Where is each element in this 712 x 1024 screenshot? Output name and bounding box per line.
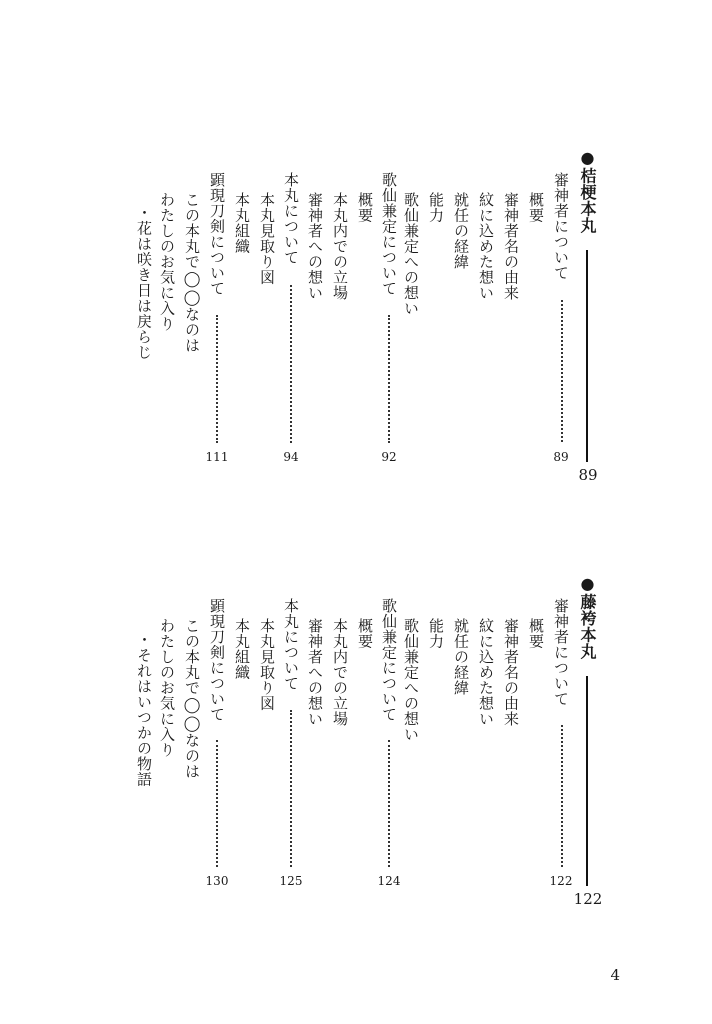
toc-entry[interactable]: 概要: [356, 192, 374, 223]
toc-page-number: 111: [205, 450, 229, 464]
section-rule: [586, 250, 588, 462]
section-page-number: 89: [578, 466, 598, 484]
section-page-number: 122: [573, 890, 603, 908]
toc-entry[interactable]: 歌仙兼定への想い: [402, 192, 420, 316]
toc-entry[interactable]: 紋に込めた想い: [477, 618, 495, 727]
toc-entry[interactable]: 紋に込めた想い: [477, 192, 495, 301]
toc-entry[interactable]: 能力: [427, 618, 445, 649]
toc-entry[interactable]: 就任の経緯: [452, 618, 470, 696]
toc-entry[interactable]: ・花は咲き日は戻らじ: [135, 205, 153, 360]
dot-leader: [561, 300, 563, 442]
toc-entry[interactable]: 顕現刀剣について: [208, 598, 226, 722]
toc-entry[interactable]: 本丸見取り図: [258, 618, 276, 711]
toc-entry[interactable]: 能力: [427, 192, 445, 223]
toc-page-number: 130: [205, 874, 229, 888]
toc-page-number: 125: [279, 874, 303, 888]
toc-entry[interactable]: 概要: [356, 618, 374, 649]
toc-entry[interactable]: わたしのお気に入り: [158, 192, 176, 332]
dot-leader: [290, 285, 292, 443]
dot-leader: [561, 725, 563, 867]
toc-entry[interactable]: 審神者への想い: [306, 192, 324, 301]
section-rule: [586, 676, 588, 886]
toc-entry[interactable]: 歌仙兼定について: [380, 598, 398, 722]
section-title: ●桔梗本丸: [578, 148, 597, 234]
toc-page-number: 94: [283, 450, 299, 464]
toc-page-number: 122: [549, 874, 573, 888]
toc-entry[interactable]: 概要: [527, 192, 545, 223]
dot-leader: [216, 315, 218, 443]
dot-leader: [388, 740, 390, 867]
toc-page-number: 89: [553, 450, 569, 464]
toc-entry[interactable]: 審神者への想い: [306, 618, 324, 727]
toc-entry[interactable]: この本丸で◯◯なのは: [183, 192, 201, 353]
dot-leader: [290, 710, 292, 867]
toc-page-number: 124: [377, 874, 401, 888]
toc-entry[interactable]: わたしのお気に入り: [158, 618, 176, 758]
toc-entry[interactable]: 審神者について: [552, 598, 570, 707]
toc-entry[interactable]: 顕現刀剣について: [208, 172, 226, 296]
toc-entry[interactable]: 本丸組織: [233, 192, 251, 254]
toc-entry[interactable]: ・それはいつかの物語: [135, 632, 153, 787]
dot-leader: [216, 740, 218, 867]
toc-entry[interactable]: 概要: [527, 618, 545, 649]
toc-entry[interactable]: 審神者について: [552, 172, 570, 281]
page-number: 4: [610, 966, 620, 984]
toc-entry[interactable]: 本丸内での立場: [331, 618, 349, 727]
toc-entry[interactable]: 本丸組織: [233, 618, 251, 680]
section-title: ●藤袴本丸: [578, 574, 597, 660]
toc-entry[interactable]: 就任の経緯: [452, 192, 470, 270]
toc-entry[interactable]: 審神者名の由来: [502, 618, 520, 727]
dot-leader: [388, 315, 390, 443]
toc-page-number: 92: [381, 450, 397, 464]
toc-entry[interactable]: 審神者名の由来: [502, 192, 520, 301]
toc-entry[interactable]: 本丸について: [282, 598, 300, 691]
toc-entry[interactable]: この本丸で◯◯なのは: [183, 618, 201, 779]
toc-entry[interactable]: 歌仙兼定への想い: [402, 618, 420, 742]
toc-entry[interactable]: 本丸見取り図: [258, 192, 276, 285]
toc-entry[interactable]: 本丸内での立場: [331, 192, 349, 301]
toc-entry[interactable]: 本丸について: [282, 172, 300, 265]
toc-entry[interactable]: 歌仙兼定について: [380, 172, 398, 296]
